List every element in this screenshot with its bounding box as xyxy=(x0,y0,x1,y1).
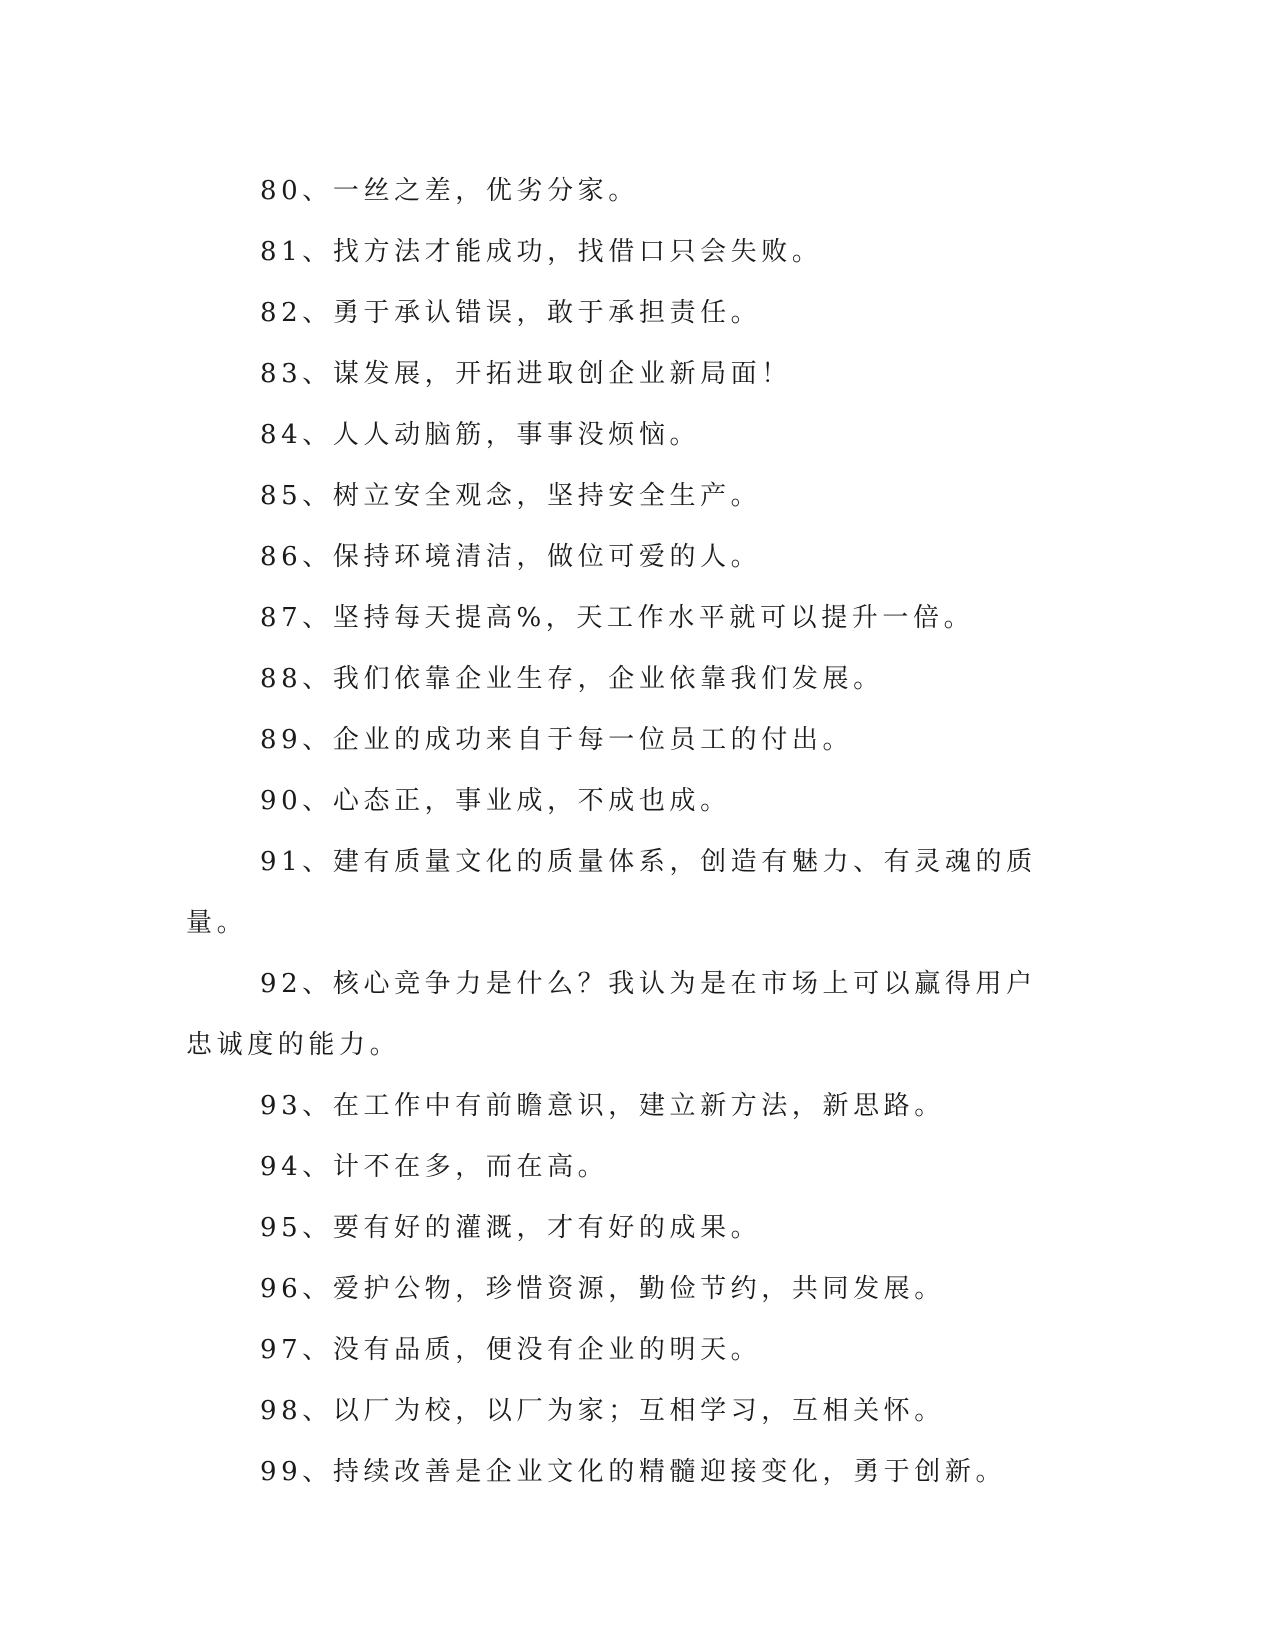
slogan-item: 95、要有好的灌溉，才有好的成果。 xyxy=(260,1213,762,1243)
slogan-item: 87、坚持每天提高%，天工作水平就可以提升一倍。 xyxy=(260,603,975,633)
slogan-item: 96、爱护公物，珍惜资源，勤俭节约，共同发展。 xyxy=(260,1274,945,1304)
slogan-item: 93、在工作中有前瞻意识，建立新方法，新思路。 xyxy=(260,1091,945,1121)
slogan-item: 86、保持环境清洁，做位可爱的人。 xyxy=(260,542,762,572)
slogan-item: 82、勇于承认错误，敢于承担责任。 xyxy=(260,298,762,328)
slogan-item: 88、我们依靠企业生存，企业依靠我们发展。 xyxy=(260,664,884,694)
slogan-item: 94、计不在多，而在高。 xyxy=(260,1152,609,1182)
slogan-item: 80、一丝之差，优劣分家。 xyxy=(260,176,639,206)
slogan-item: 89、企业的成功来自于每一位员工的付出。 xyxy=(260,725,854,755)
slogan-item: 81、找方法才能成功，找借口只会失败。 xyxy=(260,237,823,267)
slogan-item: 91、建有质量文化的质量体系，创造有魅力、有灵魂的质量。 xyxy=(186,847,1037,938)
slogan-list xyxy=(186,161,1066,1503)
slogan-item: 98、以厂为校，以厂为家；互相学习，互相关怀。 xyxy=(260,1396,945,1426)
slogan-item: 99、持续改善是企业文化的精髓迎接变化，勇于创新。 xyxy=(260,1457,1007,1487)
slogan-item: 92、核心竞争力是什么？我认为是在市场上可以赢得用户忠诚度的能力。 xyxy=(186,969,1037,1060)
slogan-item: 84、人人动脑筋，事事没烦恼。 xyxy=(260,420,701,450)
slogan-item: 97、没有品质，便没有企业的明天。 xyxy=(260,1335,762,1365)
slogan-item: 83、谋发展，开拓进取创企业新局面！ xyxy=(260,359,792,389)
slogan-item: 90、心态正，事业成，不成也成。 xyxy=(260,786,731,816)
slogan-item: 85、树立安全观念，坚持安全生产。 xyxy=(260,481,762,511)
